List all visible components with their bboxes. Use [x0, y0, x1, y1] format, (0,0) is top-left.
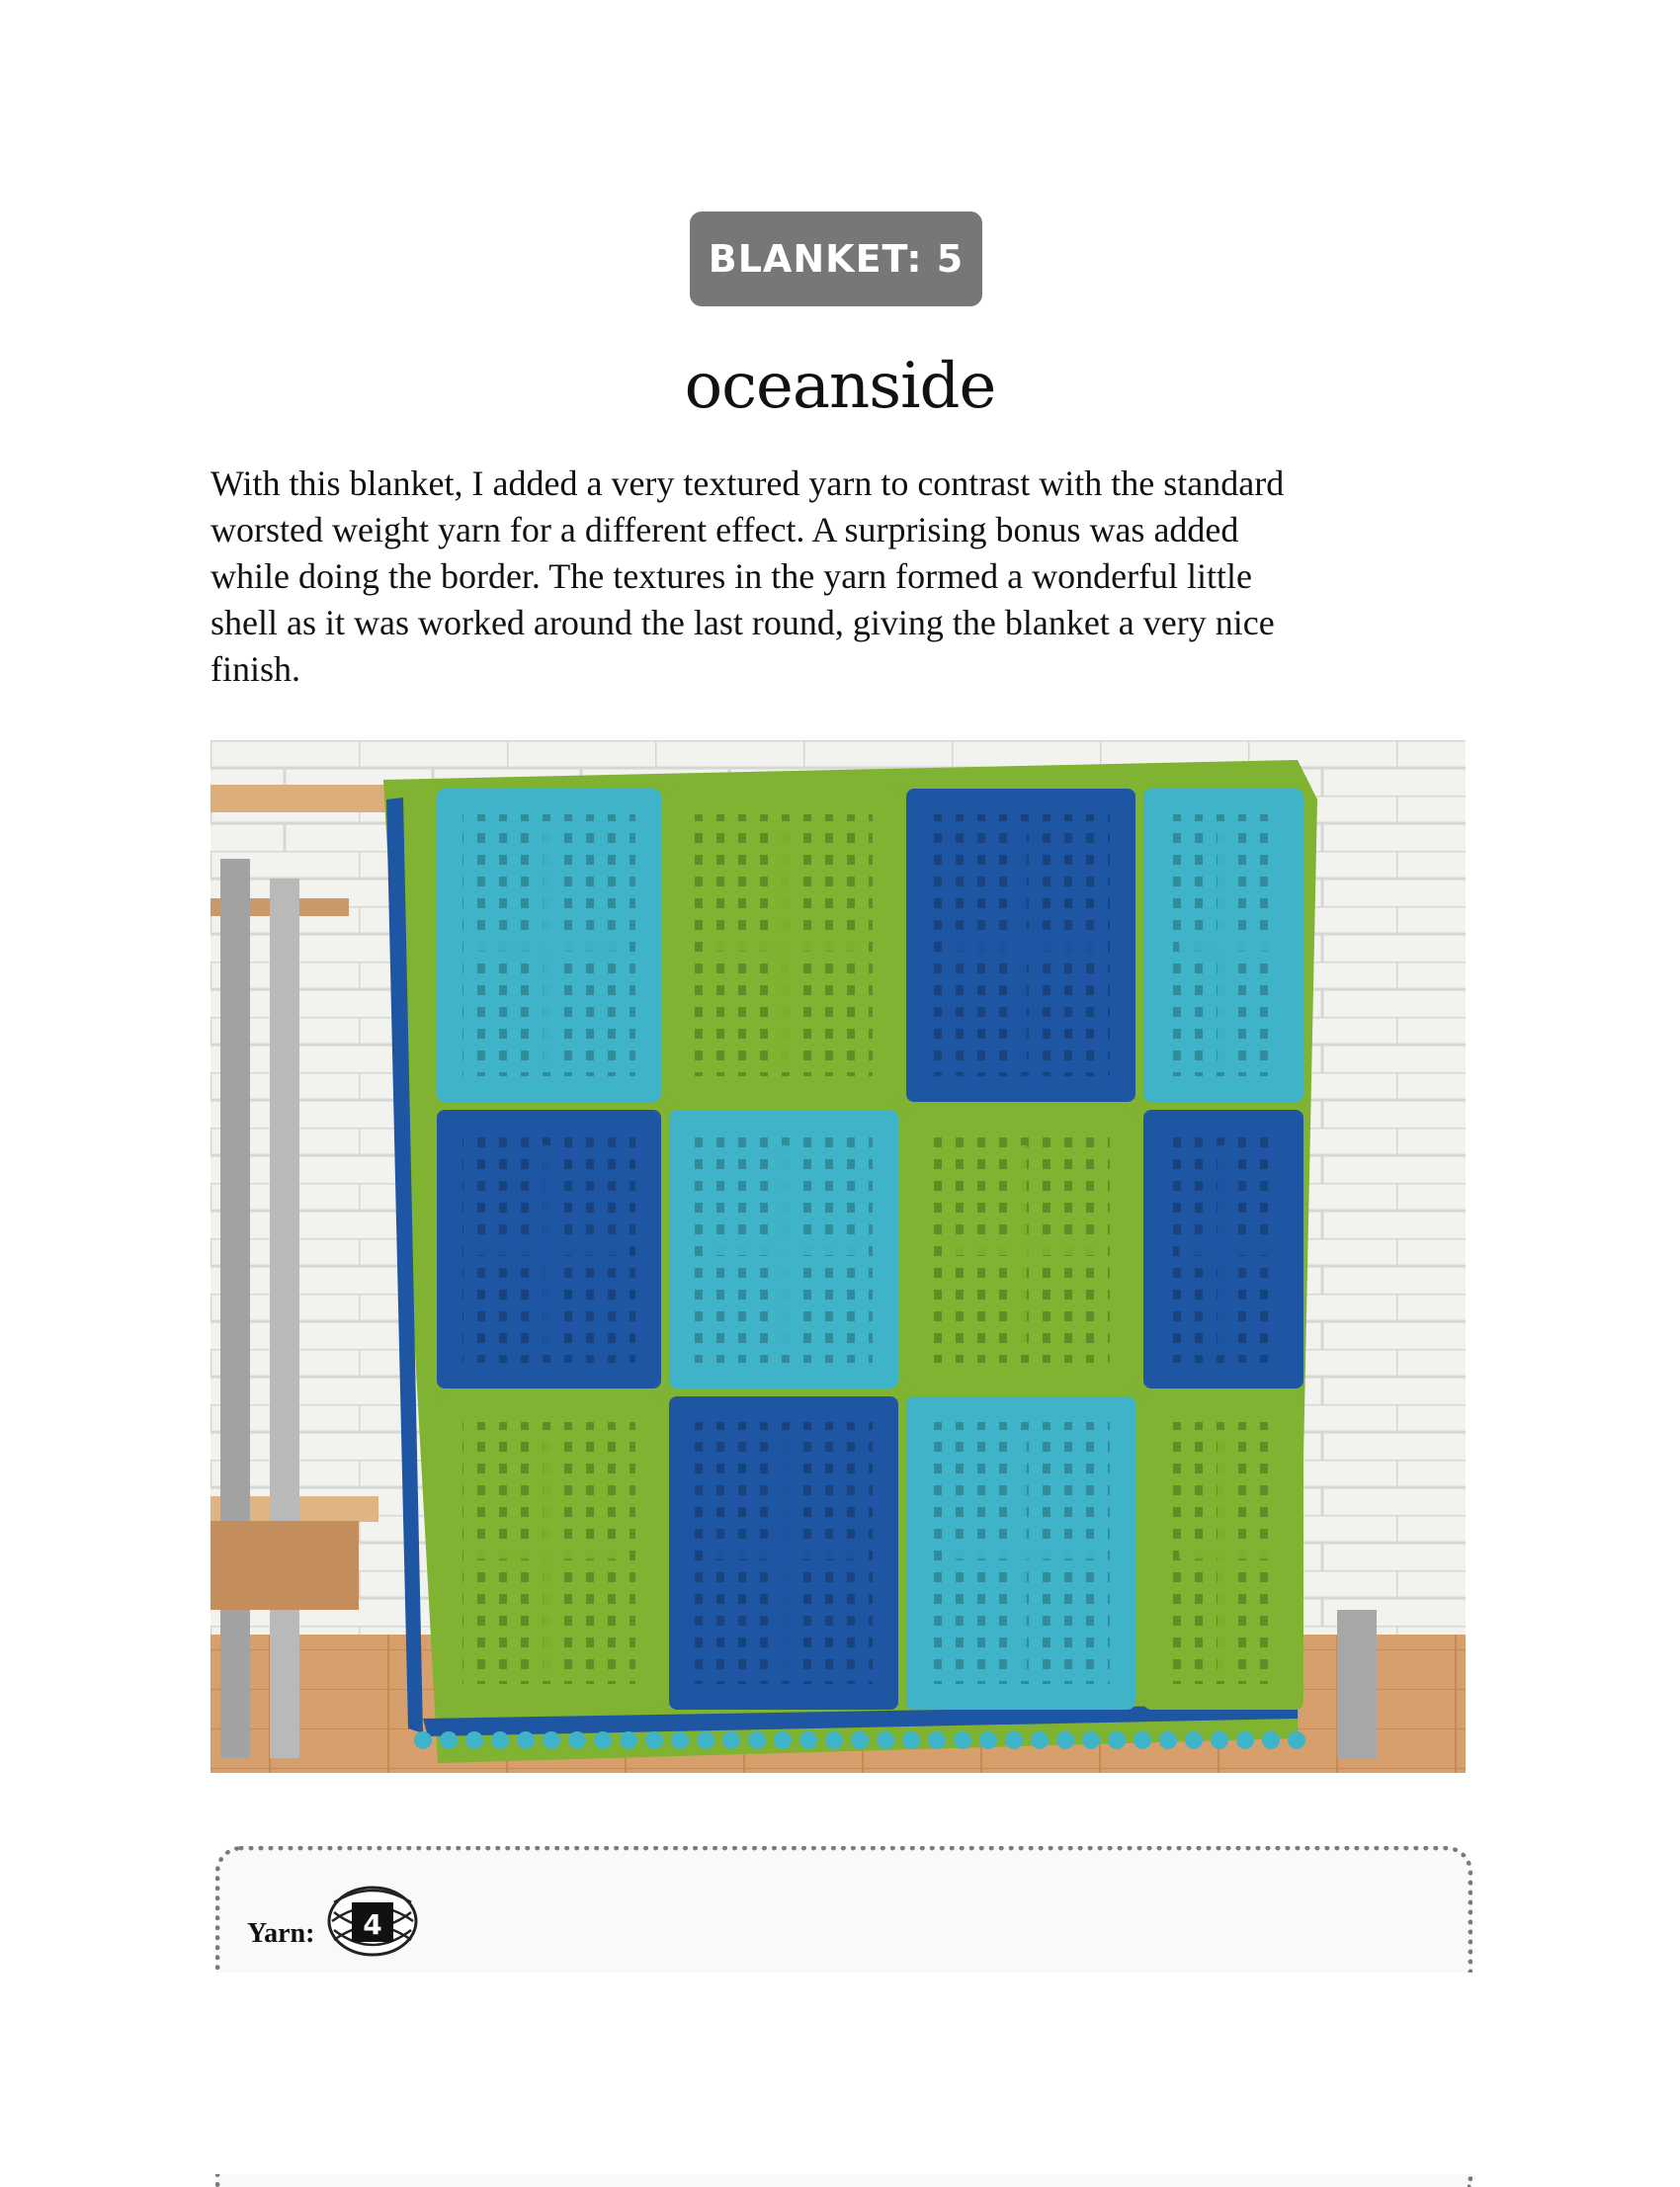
square-cross — [472, 940, 626, 952]
shell-stitch — [722, 1731, 740, 1749]
shell-stitch — [645, 1731, 663, 1749]
shell-stitch — [902, 1731, 920, 1749]
shell-stitch — [954, 1731, 971, 1749]
square-cross — [705, 1548, 863, 1559]
shell-stitch — [928, 1731, 946, 1749]
shell-stitch — [517, 1731, 535, 1749]
shell-stitch — [1005, 1731, 1023, 1749]
intro-line: finish. — [210, 649, 301, 689]
shell-stitch — [1159, 1731, 1177, 1749]
shell-stitch — [620, 1731, 637, 1749]
blanket-photo — [210, 740, 1466, 1773]
square-cross — [942, 1243, 1100, 1255]
yarn-label: Yarn: — [247, 1918, 315, 1949]
shell-stitch — [1211, 1731, 1228, 1749]
shell-stitch — [748, 1731, 766, 1749]
shell-stitch — [465, 1731, 483, 1749]
intro-paragraph — [210, 461, 1485, 693]
shell-stitch — [851, 1731, 869, 1749]
square-cross — [1179, 940, 1268, 952]
shell-stitch — [1134, 1731, 1151, 1749]
square-cross — [1179, 1243, 1268, 1255]
shell-stitch — [877, 1731, 894, 1749]
square-cross — [942, 1548, 1100, 1559]
square-cross — [705, 940, 863, 952]
intro-line: shell as it was worked around the last round, giving the blanket a very nice — [210, 603, 1275, 642]
yarn-weight-icon — [324, 1883, 421, 1960]
shell-stitch — [1288, 1731, 1305, 1749]
square-cross — [472, 1548, 626, 1559]
shell-stitch — [1082, 1731, 1100, 1749]
page-title: oceanside — [684, 350, 996, 423]
intro-line: while doing the border. The textures in the yarn formed a wonderful little — [210, 556, 1253, 596]
shell-stitch — [543, 1731, 560, 1749]
yarn-weight-number: 4 — [363, 1908, 383, 1941]
shell-stitch — [671, 1731, 689, 1749]
shell-stitch — [414, 1731, 432, 1749]
shell-stitch — [774, 1731, 792, 1749]
square-cross — [705, 1243, 863, 1255]
shell-stitch — [1056, 1731, 1074, 1749]
square-cross — [942, 940, 1100, 952]
badge-label: BLANKET: 5 — [708, 237, 965, 281]
square-cross — [472, 1243, 626, 1255]
shell-stitch — [697, 1731, 714, 1749]
shell-stitch — [491, 1731, 509, 1749]
shell-stitch — [979, 1731, 997, 1749]
shell-stitch — [1262, 1731, 1280, 1749]
shell-stitch — [799, 1731, 817, 1749]
shell-stitch — [440, 1731, 458, 1749]
shell-stitch — [1108, 1731, 1126, 1749]
yarn-row — [247, 1883, 421, 1960]
shell-stitch — [594, 1731, 612, 1749]
page-bottom — [0, 1973, 1680, 2174]
square-cross — [1179, 1548, 1268, 1559]
shell-stitch — [568, 1731, 586, 1749]
shell-stitch — [1031, 1731, 1049, 1749]
shell-stitch — [1236, 1731, 1254, 1749]
intro-line: worsted weight yarn for a different effect. A surprising bonus was added — [210, 510, 1239, 549]
blanket-number-badge — [690, 211, 982, 306]
shell-stitch — [825, 1731, 843, 1749]
shell-stitch — [1185, 1731, 1203, 1749]
intro-line: With this blanket, I added a very textured yarn to contrast with the standard — [210, 463, 1285, 503]
